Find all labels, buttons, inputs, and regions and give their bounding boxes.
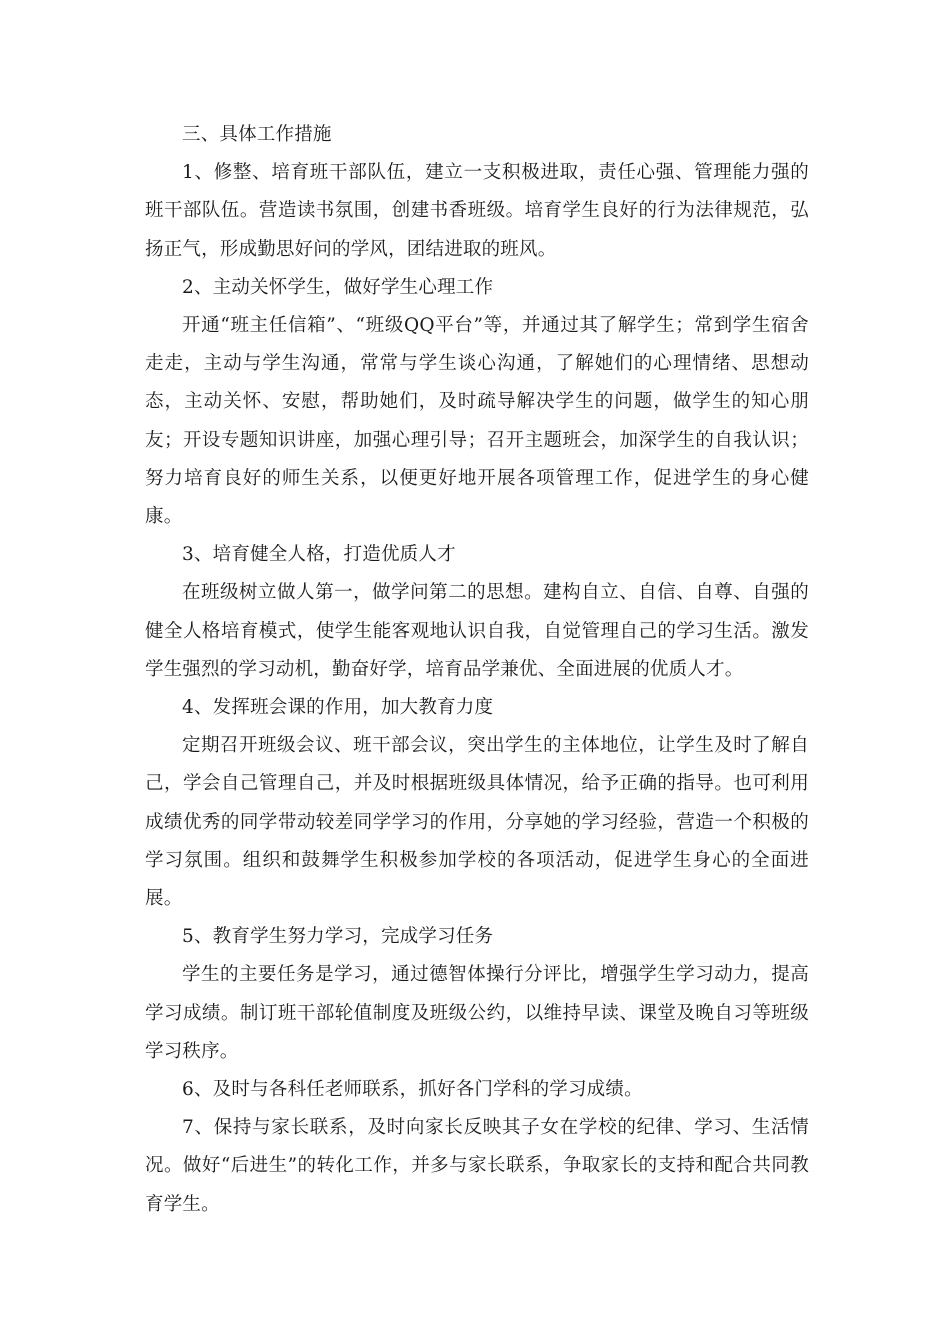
document-page [145, 116, 809, 1224]
paragraph-4: 定期召开班级会议、班干部会议，突出学生的主体地位，让学生及时了解自己，学会自己管理自己，并及时根据班级具体情况，给予正确的指导。也可利用成绩优秀的同学带动较差同学学习的作用，分享她的学习经验，营造一个积极的学习氛围。组织和鼓舞学生积极参加学校的各项活动，促进学生身心的全面进展。 [145, 735, 809, 910]
subheading-4: 4、发挥班会课的作用，加大教育力度 [182, 697, 494, 719]
subheading-5: 5、教育学生努力学习，完成学习任务 [182, 926, 494, 948]
item-6: 6、及时与各科任老师联系，抓好各门学科的学习成绩。 [182, 1079, 643, 1101]
paragraph-1: 1、修整、培育班干部队伍，建立一支积极进取，责任心强、管理能力强的班干部队伍。营造读书氛围，创建书香班级。培育学生良好的行为法律规范，弘扬正气，形成勤思好问的学风，团结进取的班风。 [145, 162, 809, 260]
subheading-2: 2、主动关怀学生，做好学生心理工作 [182, 276, 494, 298]
paragraph-5: 学生的主要任务是学习，通过德智体操行分评比，增强学生学习动力，提高学习成绩。制订班干部轮值制度及班级公约，以维持早读、课堂及晚自习等班级学习秩序。 [145, 964, 809, 1062]
subheading-3: 3、培育健全人格，打造优质人才 [182, 544, 456, 566]
paragraph-3: 在班级树立做人第一，做学问第二的思想。建构自立、自信、自尊、自强的健全人格培育模式，使学生能客观地认识自我，自觉管理自己的学习生活。激发学生强烈的学习动机，勤奋好学，培育品学兼优、全面进展的优质人才。 [145, 582, 809, 680]
paragraph-2: 开通“班主任信箱”、“班级QQ平台”等，并通过其了解学生；常到学生宿舍走走，主动与学生沟通，常常与学生谈心沟通，了解她们的心理情绪、思想动态，主动关怀、安慰，帮助她们，及时疏导解决学生的问题，做学生的知心朋友；开设专题知识讲座，加强心理引导；召开主题班会，加深学生的自我认识；努力培育良好的师生关系，以便更好地开展各项管理工作，促进学生的身心健康。 [145, 315, 809, 528]
item-7: 7、保持与家长联系，及时向家长反映其子女在学校的纪律、学习、生活情况。做好“后进生”的转化工作，并多与家长联系，争取家长的支持和配合共同教育学生。 [145, 1117, 809, 1215]
section-heading: 三、具体工作措施 [182, 124, 332, 145]
